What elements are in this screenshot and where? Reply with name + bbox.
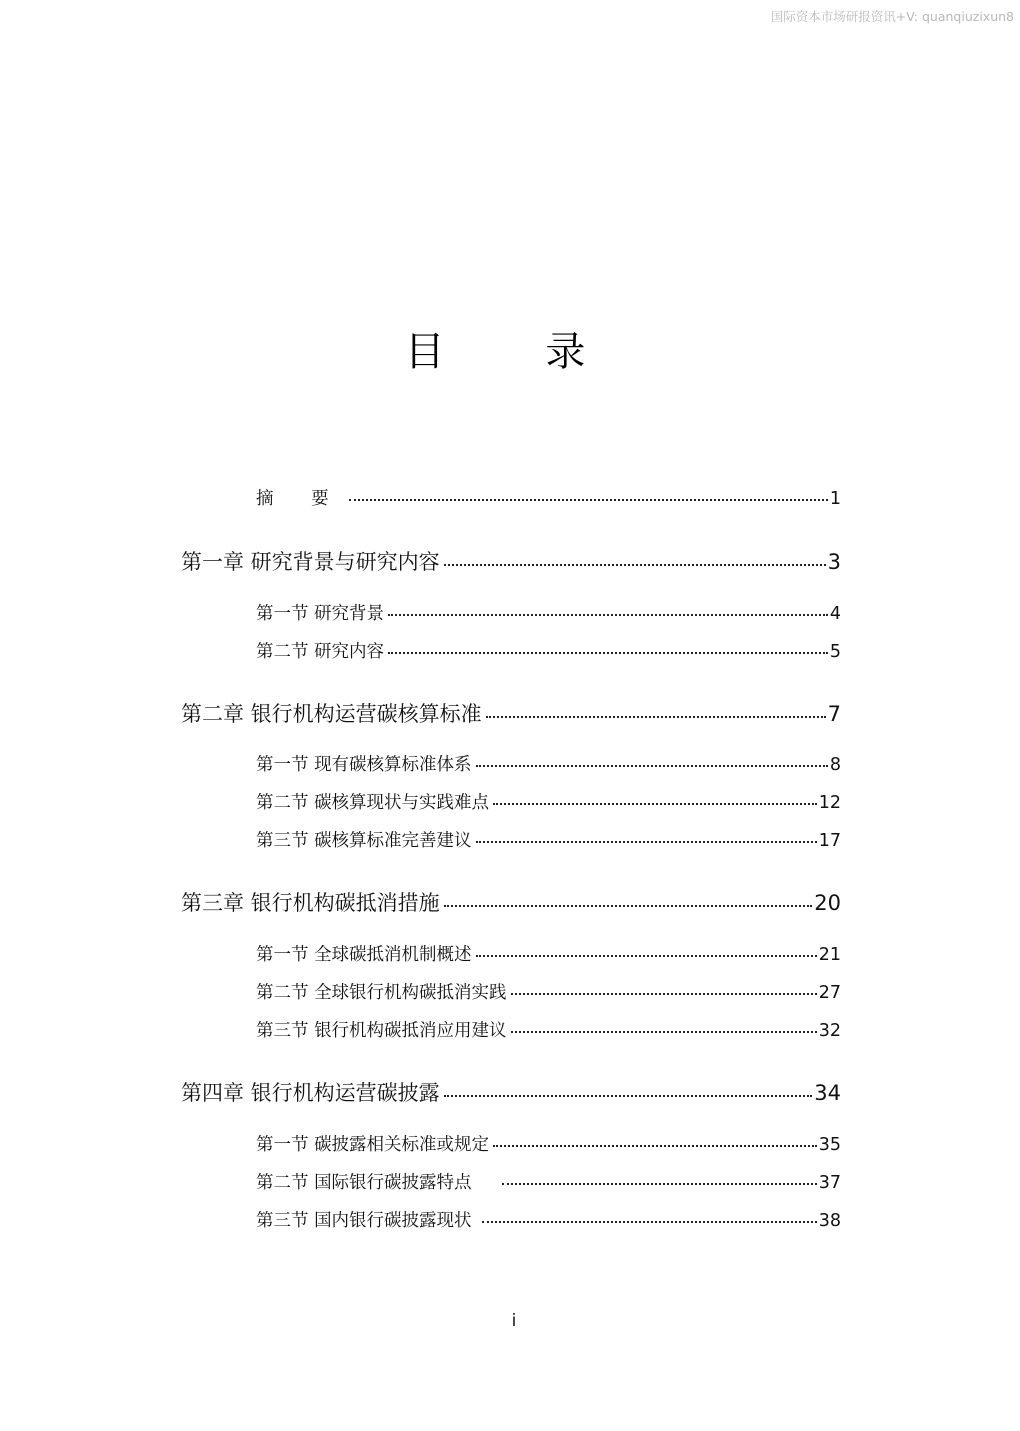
toc-entry-title: 第三章 银行机构碳抵消措施 [181,891,440,915]
dot-leader [502,1165,817,1185]
toc-entry-page: 3 [827,550,841,574]
dot-leader [493,785,817,805]
toc-section-2-3[interactable] [256,826,841,852]
toc-section-1-1[interactable] [256,599,841,625]
toc-section-4-1[interactable] [256,1130,841,1156]
toc-entry-abstract[interactable] [256,484,841,510]
dot-leader [482,1203,817,1223]
toc-entry-page: 37 [818,1172,841,1193]
dot-leader [486,695,826,718]
toc-entry-page: 1 [829,488,841,509]
toc-entry-title: 第二节 研究内容 [256,641,385,662]
toc-section-3-3[interactable] [256,1016,841,1042]
toc-entry-title: 第一节 碳披露相关标准或规定 [256,1134,490,1155]
toc-entry-page: 21 [818,944,841,965]
dot-leader [444,1074,813,1097]
toc-entry-page: 8 [829,754,841,775]
toc-entry-page: 12 [818,792,841,813]
toc-section-1-2[interactable] [256,637,841,663]
dot-leader [511,1013,817,1033]
toc-chapter-3[interactable] [181,887,841,917]
dot-leader [476,937,817,957]
toc-section-2-2[interactable] [256,788,841,814]
toc-entry-page: 38 [818,1210,841,1231]
toc-entry-page: 20 [814,891,841,915]
page-number: i [511,1311,517,1331]
toc-entry-page: 34 [814,1081,841,1105]
watermark-text: 国际资本市场研报资讯+V: quanqiuzixun8 [770,9,1014,24]
toc-entry-title: 第三节 国内银行碳披露现状 [256,1210,472,1231]
toc-chapter-1[interactable] [181,546,841,576]
dot-leader [476,823,817,843]
toc-entry-title: 第一节 研究背景 [256,603,385,624]
toc-entry-page: 32 [818,1020,841,1041]
toc-section-4-2[interactable] [256,1168,841,1194]
toc-entry-title: 第二节 国际银行碳披露特点 [256,1172,472,1193]
toc-section-3-1[interactable] [256,940,841,966]
dot-leader [349,481,828,501]
toc-section-3-2[interactable] [256,978,841,1004]
dot-leader [444,543,826,566]
dot-leader [511,975,817,995]
toc-entry-page: 27 [818,982,841,1003]
dot-leader [388,634,828,654]
toc-section-2-1[interactable] [256,750,841,776]
toc-chapter-2[interactable] [181,698,841,728]
toc-entry-title: 第一章 研究背景与研究内容 [181,550,440,574]
toc-entry-title: 第一节 现有碳核算标准体系 [256,754,472,775]
toc-entry-page: 5 [829,641,841,662]
toc-title: 目 录 [404,329,630,375]
toc-entry-title: 第二节 碳核算现状与实践难点 [256,792,490,813]
toc-entry-page: 7 [827,702,841,726]
dot-leader [444,884,813,907]
toc-section-4-3[interactable] [256,1206,841,1232]
toc-entry-title: 摘 要 [256,488,345,509]
toc-entry-title: 第二章 银行机构运营碳核算标准 [181,702,482,726]
toc-entry-page: 17 [818,830,841,851]
dot-leader [476,747,828,767]
toc-entry-title: 第四章 银行机构运营碳披露 [181,1081,440,1105]
toc-entry-page: 4 [829,603,841,624]
dot-leader [388,596,828,616]
toc-entry-title: 第三节 银行机构碳抵消应用建议 [256,1020,507,1041]
toc-entry-title: 第一节 全球碳抵消机制概述 [256,944,472,965]
toc-entry-page: 35 [818,1134,841,1155]
toc-entry-title: 第三节 碳核算标准完善建议 [256,830,472,851]
toc-entry-title: 第二节 全球银行机构碳抵消实践 [256,982,507,1003]
toc-chapter-4[interactable] [181,1077,841,1107]
dot-leader [493,1127,817,1147]
